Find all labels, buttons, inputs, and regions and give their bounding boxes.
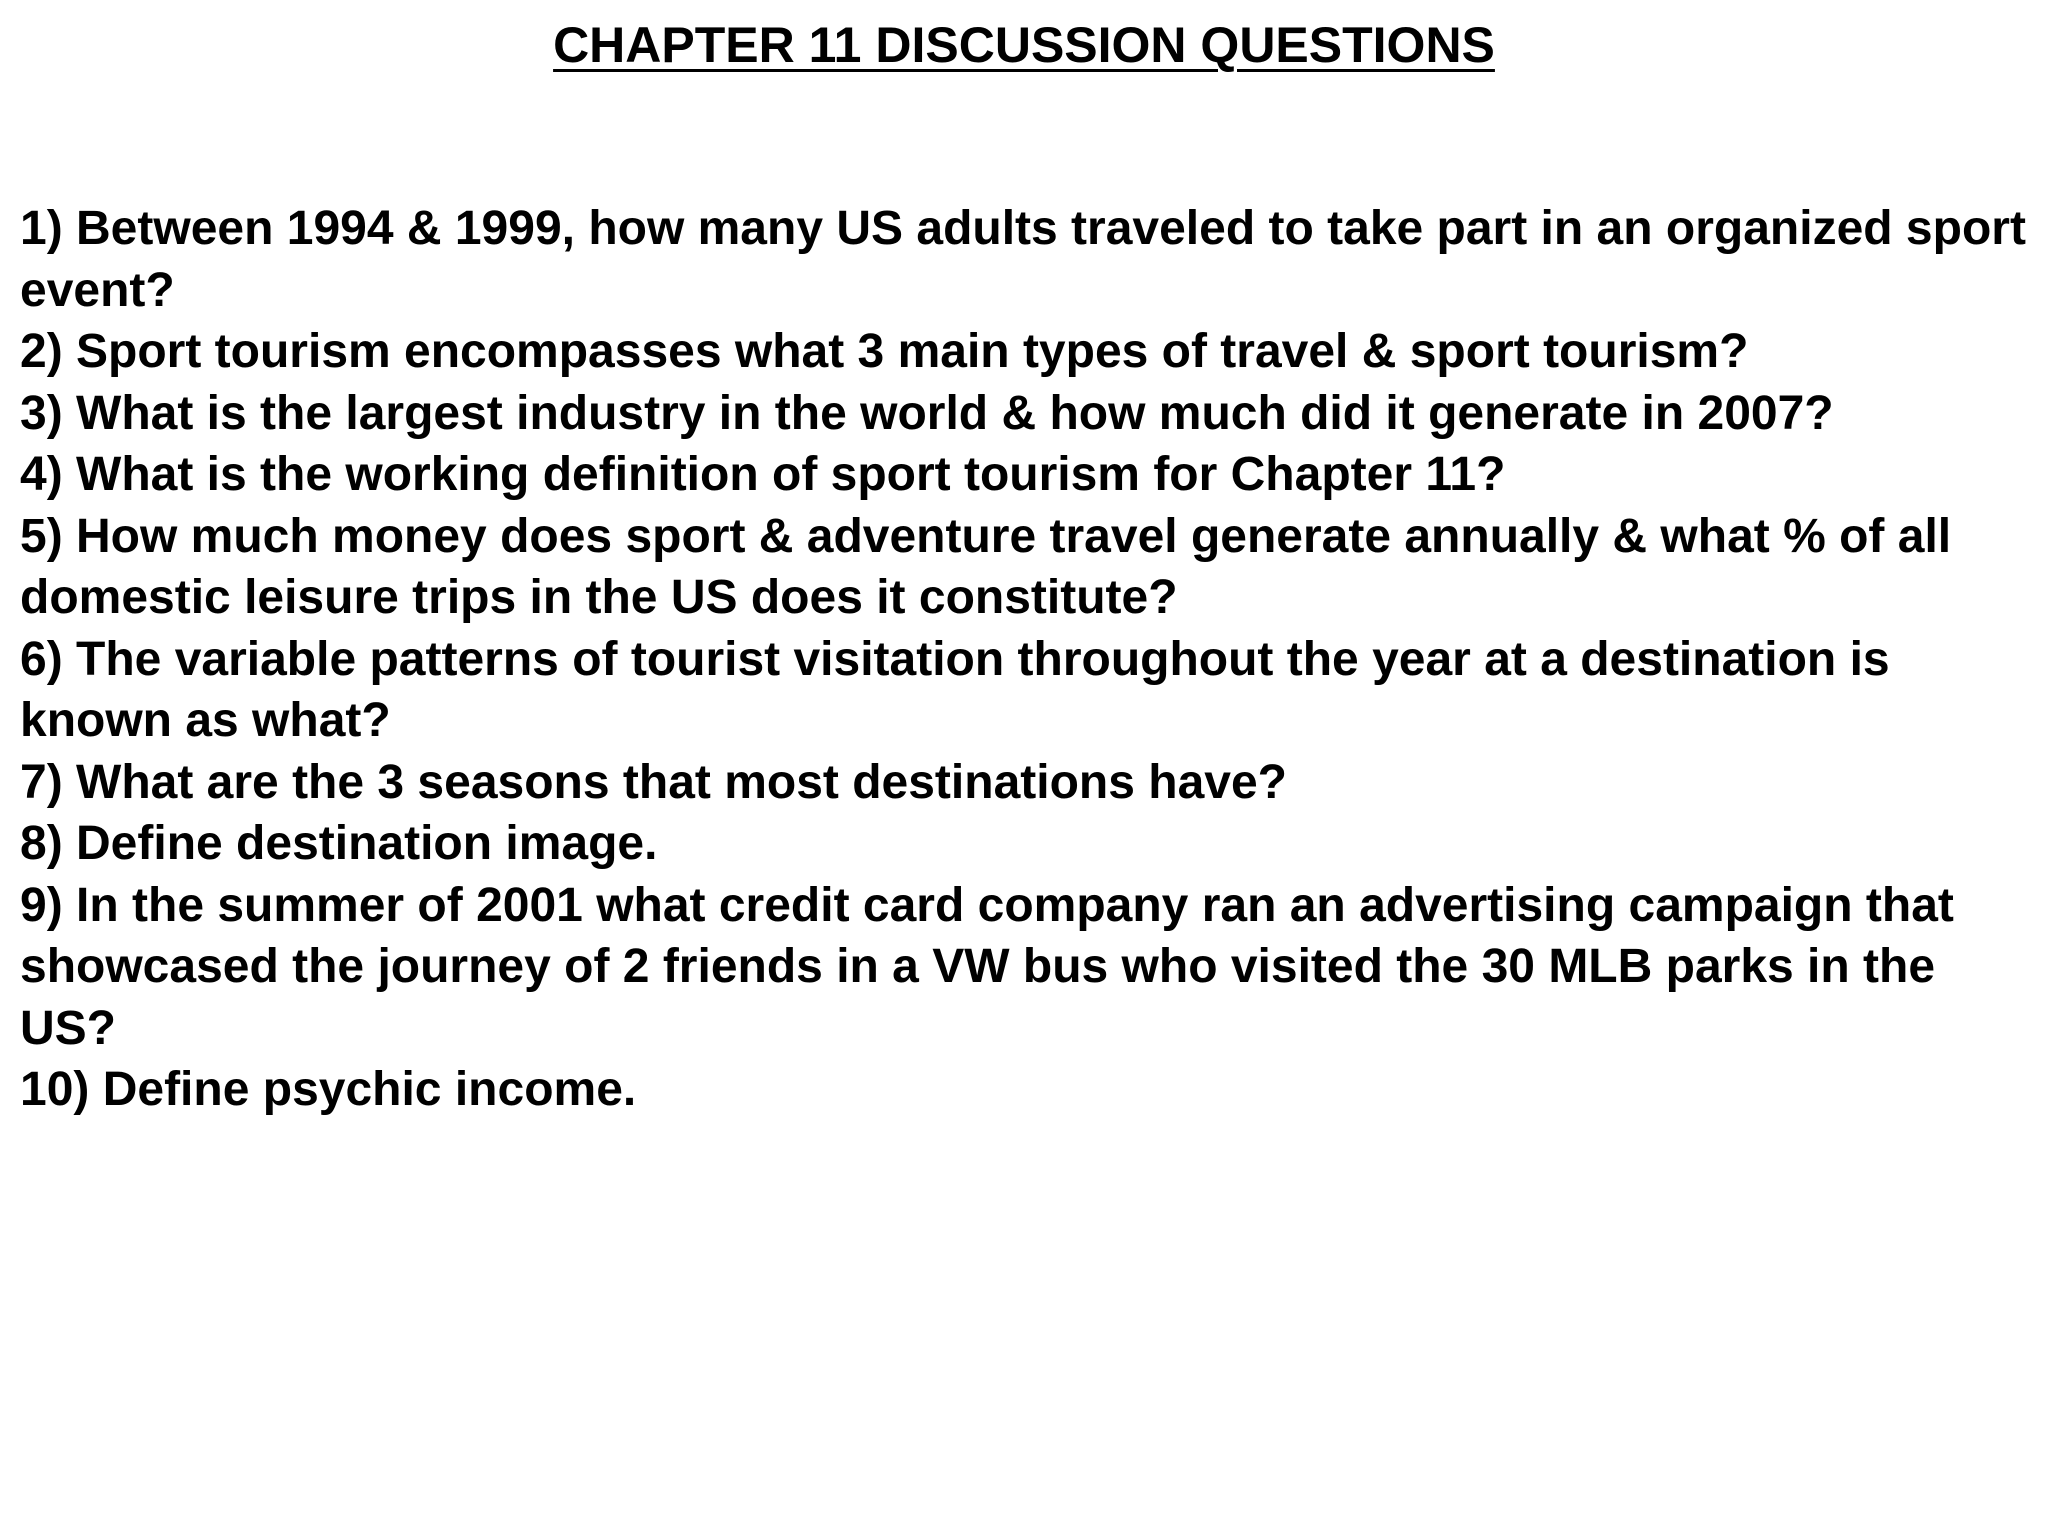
page-title-text: CHAPTER 11 DISCUSSION QUESTIONS xyxy=(553,17,1495,73)
page-title xyxy=(0,10,2048,80)
question-item-1: 1) Between 1994 & 1999, how many US adults traveled to take part in an organized sport event? xyxy=(20,202,2026,317)
question-item-10: 10) Define psychic income. xyxy=(20,1063,637,1116)
question-item-2: 2) Sport tourism encompasses what 3 main types of travel & sport tourism? xyxy=(20,325,1749,378)
question-item-8: 8) Define destination image. xyxy=(20,817,658,870)
question-item-3: 3) What is the largest industry in the world & how much did it generate in 2007? xyxy=(20,386,1834,440)
question-item-5: 5) How much money does sport & adventure travel generate annually & what % of all domestic leisure trips in the US does it constitute? xyxy=(20,509,1952,624)
question-item-4: 4) What is the working definition of sport tourism for Chapter 11? xyxy=(20,448,1506,501)
question-item-6: 6) The variable patterns of tourist visitation throughout the year at a destination is known as what? xyxy=(20,632,1890,747)
question-item-7: 7) What are the 3 seasons that most destinations have? xyxy=(20,755,1287,809)
question-item-9: 9) In the summer of 2001 what credit card company ran an advertising campaign that showcased the journey of 2 friends in a VW bus who visited the 30 MLB parks in the US? xyxy=(20,878,1954,1055)
question-list xyxy=(20,198,2030,1121)
